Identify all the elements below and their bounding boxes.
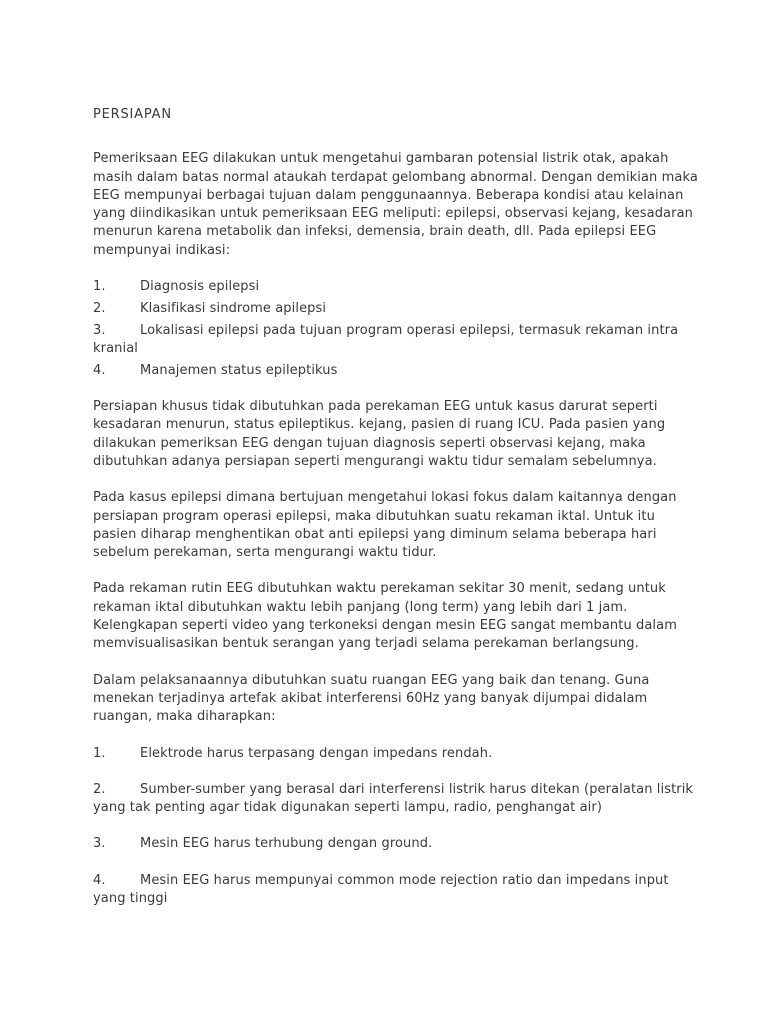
list-item (93, 362, 698, 380)
list-item-number: 3. (93, 322, 106, 338)
list-item-number: 4. (93, 872, 106, 888)
paragraph-room-requirements: Dalam pelaksanaannya dibutuhkan suatu ruangan EEG yang baik dan tenang. Guna menekan terjadinya artefak akibat interferensi 60Hz yang banyak dijumpai didalam ruangan, maka diharapkan: (93, 672, 650, 725)
section-heading: PERSIAPAN (93, 107, 172, 122)
list-item-text: Mesin EEG harus mempunyai common mode rejection ratio dan impedans input yang tinggi (93, 872, 669, 906)
list-item-text: Diagnosis epilepsi (140, 279, 260, 295)
list-item-number: 1. (93, 745, 106, 761)
list-item (93, 278, 698, 296)
list-item-text: Klasifikasi sindrome apilepsi (140, 300, 327, 316)
paragraph-preparation: Persiapan khusus tidak dibutuhkan pada perekaman EEG untuk kasus darurat seperti kesadaran menurun, status epileptikus. kejang, pasien di ruang ICU. Pada pasien yang dilakukan pemeriksan EEG dengan tujuan diagnosis seperti observasi kejang, maka dibutuhkan adanya persiapan seperti mengurangi waktu tidur semalam sebelumnya. (93, 399, 666, 469)
list-item (93, 835, 698, 853)
paragraph-intro: Pemeriksaan EEG dilakukan untuk mengetahui gambaran potensial listrik otak, apakah masih dalam batas normal ataukah terdapat gelombang abnormal. Dengan demikian maka EEG mempunyai berbagai tujuan dalam penggunaannya. Beberapa kondisi atau kelainan yang diindikasikan untuk pemeriksaan EEG meliputi: epilepsi, observasi kejang, kesadaran menurun karena metabolik dan infeksi, demensia, brain death, dll. Pada epilepsi EEG mempunyai indikasi: (93, 151, 698, 258)
list-item-number: 3. (93, 836, 106, 852)
list-item-text: Sumber-sumber yang berasal dari interferensi listrik harus ditekan (peralatan listrik yang tak penting agar tidak digunakan seperti lampu, radio, penghangat air) (93, 781, 694, 816)
list-item-text: Mesin EEG harus terhubung dengan ground. (140, 836, 433, 852)
list-item-number: 2. (93, 781, 106, 797)
list-item-text: Manajemen status epileptikus (140, 362, 338, 378)
list-item (93, 745, 698, 763)
list-item-text: Lokalisasi epilepsi pada tujuan program operasi epilepsi, termasuk rekaman intra kranial (93, 322, 679, 356)
list-item (93, 322, 698, 359)
list-item-number: 2. (93, 300, 106, 316)
list-item (93, 300, 698, 318)
list-item (93, 781, 698, 818)
indication-list (93, 278, 698, 380)
paragraph-epilepsy-case: Pada kasus epilepsi dimana bertujuan mengetahui lokasi fokus dalam kaitannya dengan persiapan program operasi epilepsi, maka dibutuhkan suatu rekaman iktal. Untuk itu pasien diharap menghentikan obat anti epilepsi yang diminum selama beberapa hari sebelum perekaman, serta mengurangi waktu tidur. (93, 490, 677, 561)
list-item-number: 1. (93, 279, 106, 295)
requirement-list (93, 745, 698, 909)
list-item-number: 4. (93, 362, 106, 378)
paragraph-recording-duration: Pada rekaman rutin EEG dibutuhkan waktu perekaman sekitar 30 menit, sedang untuk rekaman iktal dibutuhkan waktu lebih panjang (long term) yang lebih dari 1 jam. Kelengkapan seperti video yang terkoneksi dengan mesin EEG sangat membantu dalam memvisualisasikan bentuk serangan yang terjadi selama perekaman berlangsung. (93, 581, 677, 652)
list-item-text: Elektrode harus terpasang dengan impedans rendah. (140, 745, 493, 761)
list-item (93, 872, 698, 909)
